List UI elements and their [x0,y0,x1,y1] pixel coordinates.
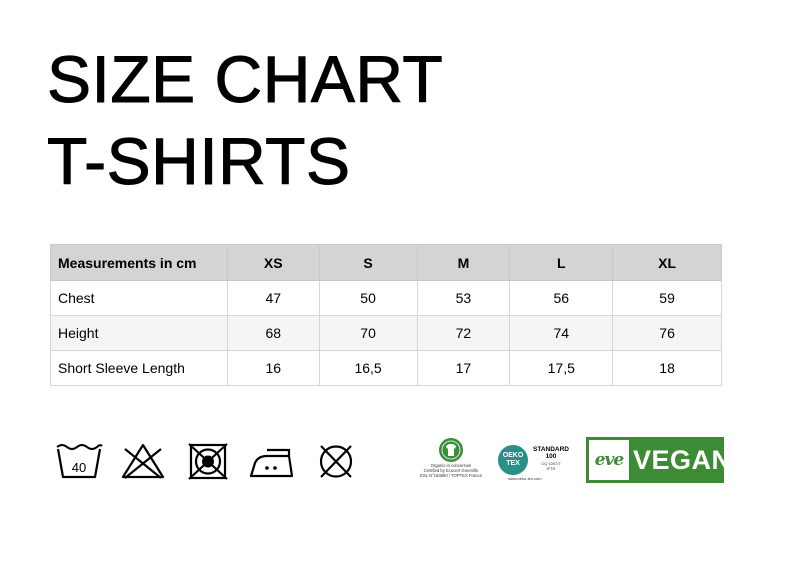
no-tumble-dry-icon [183,441,233,481]
table-cell: 70 [319,316,417,351]
table-cell: 59 [613,281,722,316]
oeko-cert-code: CQ 1007/7 [541,461,561,466]
vegan-label: VEGAN [633,445,732,475]
table-cell: 18 [613,351,722,386]
table-cell: 17 [417,351,510,386]
table-cell: 47 [227,281,319,316]
oeko-cert [531,461,571,471]
title-t-shirts: T-SHIRTS [47,124,351,198]
table-cell: 53 [417,281,510,316]
no-bleach-icon [118,441,168,481]
oeko-tex-badge [498,445,528,475]
gots-line-3: ESL N°183860 / TOPTEX France [420,473,482,478]
gots-line-2: Certified by Ecocert Greenlife [423,468,479,473]
header-measurements: Measurements in cm [51,245,228,281]
oeko-standard-label: STANDARD [533,446,569,453]
row-label: Short Sleeve Length [51,351,228,386]
oeko-badge-bottom: TEX [506,460,520,467]
oeko-standard-number: 100 [545,453,557,460]
wash-temp-label: 40 [71,460,87,475]
row-label: Height [51,316,228,351]
table-cell: 17,5 [510,351,613,386]
table-cell: 76 [613,316,722,351]
table-header-row [51,245,722,281]
oeko-tex-logo [498,442,573,482]
table-cell: 72 [417,316,510,351]
table-cell: 56 [510,281,613,316]
header-l: L [510,245,613,281]
eve-vegan-logo [586,437,732,483]
title-size-chart: SIZE CHART [47,42,444,116]
size-table [50,244,722,386]
table-cell: 16 [227,351,319,386]
eve-logo-box [589,440,629,480]
table-cell: 16,5 [319,351,417,386]
oeko-badge-top: OEKO [502,452,524,459]
wash-40-icon [54,441,104,481]
oeko-standard [531,446,571,460]
table-cell: 68 [227,316,319,351]
oeko-url: www.oeko-tex.com [508,476,542,481]
iron-medium-icon [247,441,297,481]
eve-logo-text: eve [594,450,624,470]
gots-line-1: Organic-in conversion [430,463,472,468]
table-row [51,281,722,316]
header-s: S [319,245,417,281]
organic-certification-logo [416,437,486,487]
table-cell: 74 [510,316,613,351]
header-xs: XS [227,245,319,281]
table-row [51,351,722,386]
table-cell: 50 [319,281,417,316]
table-row [51,316,722,351]
oeko-cert-inst: IFTH [546,466,556,471]
header-xl: XL [613,245,722,281]
no-dry-clean-icon [311,441,361,481]
row-label: Chest [51,281,228,316]
organic-shirt-icon [438,437,464,463]
header-m: M [417,245,510,281]
